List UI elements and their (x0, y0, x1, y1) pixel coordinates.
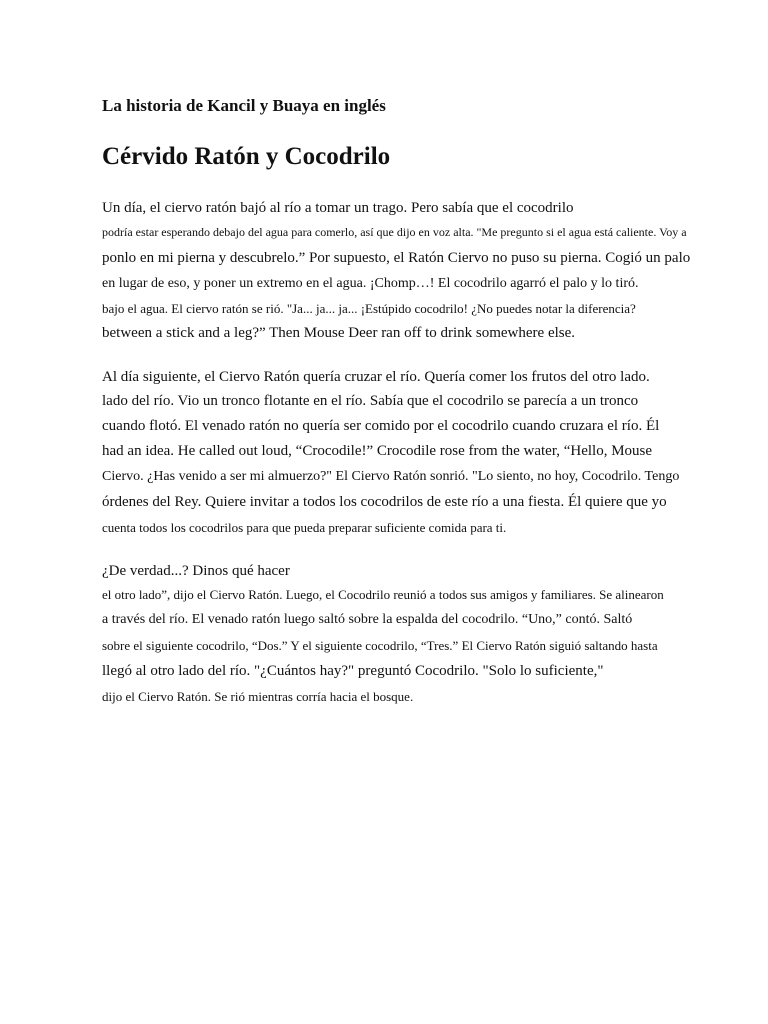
paragraph-1-line: podría estar esperando debajo del agua para comerlo, así que dijo en voz alta. "Me pregunto si el agua está caliente. Voy a (102, 225, 687, 239)
paragraph-3-line: a través del río. El venado ratón luego saltó sobre la espalda del cocodrilo. “Uno,” contó. Saltó (102, 612, 633, 627)
paragraph-2-line: Al día siguiente, el Ciervo Ratón quería cruzar el río. Quería comer los frutos del otro lado. (102, 369, 650, 385)
paragraph-2-line: cuando flotó. El venado ratón no quería ser comido por el cocodrilo cuando cruzara el río. Él (102, 418, 660, 434)
paragraph-3-line: dijo el Ciervo Ratón. Se rió mientras corría hacia el bosque. (102, 689, 414, 704)
paragraph-1-line: ponlo en mi pierna y descubrelo.” Por supuesto, el Ratón Ciervo no puso su pierna. Cogió un palo (102, 250, 691, 266)
paragraph-2-line: lado del río. Vio un tronco flotante en el río. Sabía que el cocodrilo se parecía a un tronco (102, 393, 639, 409)
paragraph-1-line: between a stick and a leg?” Then Mouse Deer ran off to drink somewhere else. (102, 325, 576, 341)
paragraph-2-line: órdenes del Rey. Quiere invitar a todos los cocodrilos de este río a una fiesta. Él quiere que yo (102, 494, 667, 510)
paragraph-3-line: el otro lado”, dijo el Ciervo Ratón. Luego, el Cocodrilo reunió a todos sus amigos y familiares. Se alinearon (102, 587, 664, 602)
paragraph-2-line: Ciervo. ¿Has venido a ser mi almuerzo?" El Ciervo Ratón sonrió. "Lo siento, no hoy, Cocodrilo. Tengo (102, 469, 680, 484)
document-subtitle: La historia de Kancil y Buaya en inglés (102, 96, 386, 115)
paragraph-1-line: Un día, el ciervo ratón bajó al río a tomar un trago. Pero sabía que el cocodrilo (102, 200, 574, 216)
paragraph-2-line: had an idea. He called out loud, “Crocodile!” Crocodile rose from the water, “Hello, Mouse (102, 443, 653, 459)
paragraph-3-line: ¿De verdad...? Dinos qué hacer (102, 563, 290, 579)
paragraph-2-line: cuenta todos los cocodrilos para que pueda preparar suficiente comida para ti. (102, 520, 507, 535)
paragraph-1-line: en lugar de eso, y poner un extremo en el agua. ¡Chomp…! El cocodrilo agarró el palo y lo tiró. (102, 276, 639, 291)
paragraph-3-line: sobre el siguiente cocodrilo, “Dos.” Y el siguiente cocodrilo, “Tres.” El Ciervo Ratón siguió saltando hasta (102, 638, 658, 653)
paragraph-3-line: llegó al otro lado del río. "¿Cuántos hay?" preguntó Cocodrilo. "Solo lo suficiente," (102, 663, 604, 679)
document-title: Cérvido Ratón y Cocodrilo (102, 143, 391, 170)
paragraph-1-line: bajo el agua. El ciervo ratón se rió. "Ja... ja... ja... ¡Estúpido cocodrilo! ¿No puedes notar la diferencia? (102, 301, 636, 316)
